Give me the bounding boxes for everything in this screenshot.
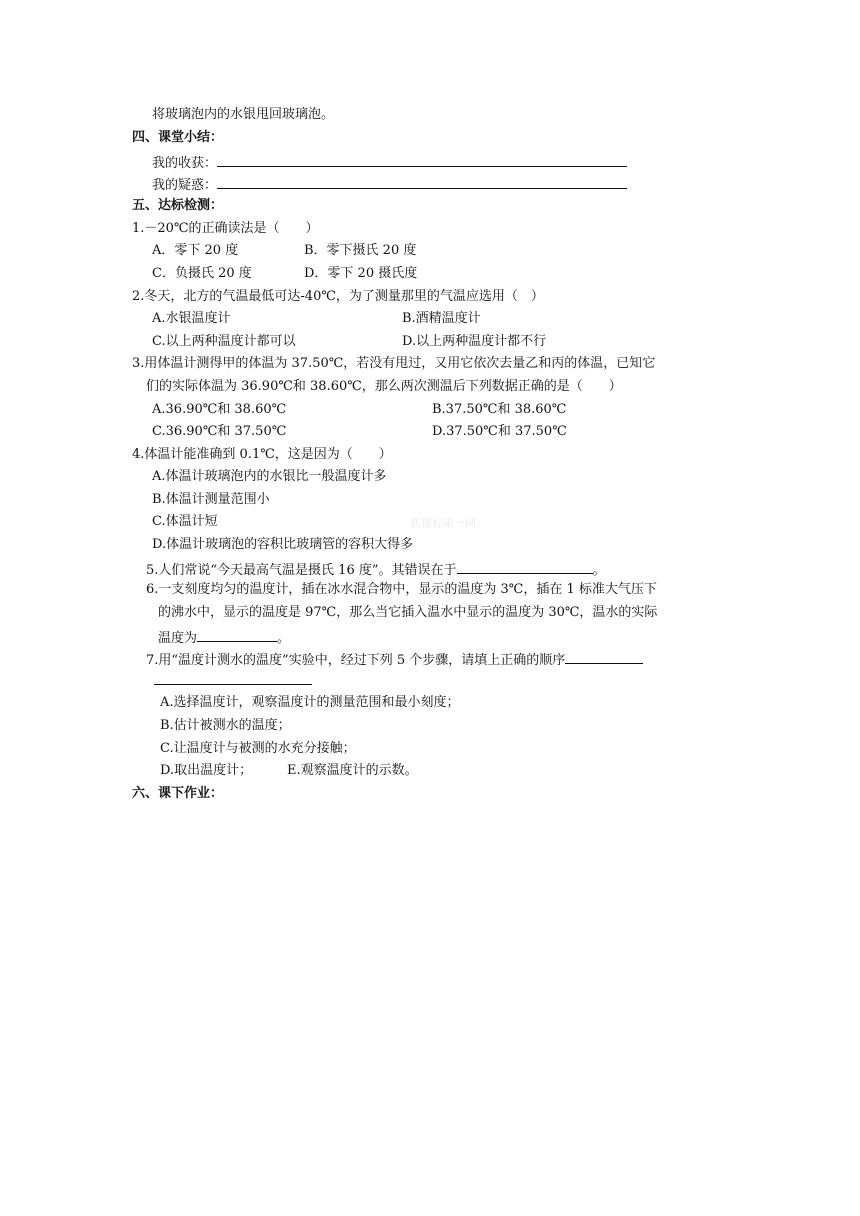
q3-option-a: A.36.90℃和 38.60℃	[152, 402, 287, 417]
intro-tail: 将玻璃泡内的水银甩回玻璃泡。	[152, 107, 335, 122]
gain-label: 我的收获：	[152, 156, 218, 171]
q6-line2: 的沸水中，显示的温度是 97℃，那么当它插入温水中显示的温度为 30℃，温水的实际	[158, 605, 658, 620]
q7-step-c: C.让温度计与被测的水充分接触；	[160, 741, 356, 756]
q5-tail: 。	[592, 563, 606, 578]
doubt-blank[interactable]	[217, 174, 627, 189]
q7-stem-row	[146, 649, 643, 667]
q3-option-b: B.37.50℃和 38.60℃	[432, 402, 567, 417]
q4-option-d: D.体温计玻璃泡的容积比玻璃管的容积大得多	[152, 537, 414, 552]
q7-answer-blank-continued[interactable]	[154, 670, 312, 685]
q4-option-a: A.体温计玻璃泡内的水银比一般温度计多	[152, 469, 387, 484]
watermark: 新课标第一网	[410, 517, 476, 530]
q7-step-b: B.估计被测水的温度；	[160, 718, 291, 733]
q3-option-c: C.36.90℃和 37.50℃	[152, 424, 287, 439]
doubt-label: 我的疑惑：	[152, 178, 218, 193]
q4-option-c: C.体温计短	[152, 514, 218, 529]
q4-option-b: B.体温计测量范围小	[152, 492, 270, 507]
q7-step-d: D.取出温度计；	[160, 763, 253, 778]
q1-option-b: B．零下摄氏 20 度	[304, 243, 417, 258]
q3-option-d: D.37.50℃和 37.50℃	[432, 424, 567, 439]
q7-step-e: E.观察温度计的示数。	[287, 763, 418, 778]
q6-tail: 。	[277, 631, 291, 646]
q7-answer-blank[interactable]	[565, 649, 643, 664]
q2-option-a: A.水银温度计	[152, 311, 231, 326]
q6-line3: 温度为	[158, 631, 198, 646]
q5-row	[146, 559, 606, 577]
q3-stem-line2: 们的实际体温为 36.90℃和 38.60℃，那么两次测温后下列数据正确的是（ ）	[146, 379, 622, 394]
q1-option-d: D．零下 20 摄氏度	[304, 266, 418, 281]
q2-option-c: C.以上两种温度计都可以	[152, 334, 296, 349]
doubt-row	[152, 174, 627, 192]
gain-row	[152, 152, 627, 170]
q6-answer-blank[interactable]	[197, 627, 277, 642]
q2-option-d: D.以上两种温度计都不行	[402, 334, 547, 349]
q4-stem: 4.体温计能准确到 0.1℃，这是因为（ ）	[132, 447, 392, 462]
q1-option-a: A．零下 20 度	[152, 243, 239, 258]
section5-heading: 五、达标检测：	[132, 198, 224, 213]
q6-line3-row	[158, 627, 290, 645]
q5-stem: 5.人们常说“今天最高气温是摄氏 16 度”。其错误在于	[146, 563, 457, 578]
q1-option-c: C．负摄氏 20 度	[152, 266, 252, 281]
q7-stem: 7.用“温度计测水的温度”实验中，经过下列 5 个步骤，请填上正确的顺序	[146, 653, 566, 668]
q5-answer-blank[interactable]	[457, 559, 593, 574]
q1-stem: 1.－20℃的正确读法是（ ）	[132, 221, 319, 236]
q6-line1: 6.一支刻度均匀的温度计，插在冰水混合物中，显示的温度为 3℃，插在 1 标准大气压下	[146, 582, 657, 597]
section6-heading: 六、课下作业：	[132, 786, 224, 801]
q2-stem: 2.冬天，北方的气温最低可达-40℃，为了测量那里的气温应选用（ ）	[132, 289, 544, 304]
section4-heading: 四、课堂小结：	[132, 130, 224, 145]
q2-option-b: B.酒精温度计	[402, 311, 481, 326]
q7-step-a: A.选择温度计，观察温度计的测量范围和最小刻度；	[160, 695, 460, 710]
gain-blank[interactable]	[217, 152, 627, 167]
q3-stem-line1: 3.用体温计测得甲的体温为 37.50℃，若没有甩过，又用它依次去量乙和丙的体温，已知它	[132, 356, 656, 371]
